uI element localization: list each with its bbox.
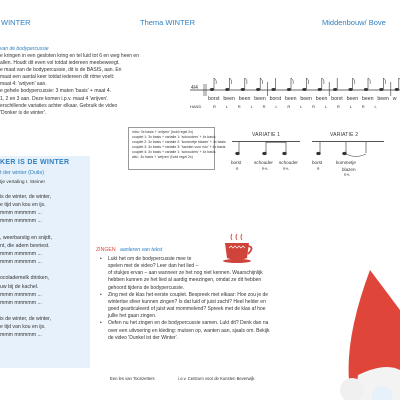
lyric-line: mmm mmmmm ... bbox=[0, 218, 42, 225]
header-left: WINTER bbox=[1, 18, 31, 27]
variatie-1-sub: R+L bbox=[262, 167, 269, 171]
couplet-line: intro: 3x basis + 'wrijven' (hold regel 2x) bbox=[132, 130, 194, 134]
intro-line: e kringen in een gesloten kring en tel luid tot 6 en weg heen en bbox=[0, 53, 139, 59]
couplet-line: couplet 3: 3x basis + variatie 3: 'handen voor ruiz' + 4x basis bbox=[132, 145, 226, 150]
song-lyrics bbox=[0, 193, 88, 340]
lyric-line: mmm mmmmm ... bbox=[0, 259, 42, 266]
intro-line: e gehele bodypercussie: 3 maten 'basis' + maat 4. bbox=[0, 88, 112, 95]
lyric-line: e tijd van kou en ijs. bbox=[0, 324, 46, 331]
instruction-item: • Lukt het om de bodypercussie mee te spelen met de video? Leer dan het lied – of stukjes ervan – aan wanneer ze het nog niet kennen. Waarschijnlijk hebben kunnen ze het lied al aardig meezingen, omdat ze dit hebben gehoord tijdens de bodypercussie. bbox=[100, 256, 338, 292]
instruction-item: • Zing met de klas het eerste couplet. Bespreek met elkaar: Hoe zou je de wintertse sfeer kunnen zingen? Is dat luid of juist zacht? Heel helder en goed gearticuleerd of juist wat mommelend? Spreek met de klas af hoe jullie het gaan zingen. bbox=[100, 292, 338, 321]
couplet-overview bbox=[128, 127, 226, 170]
variatie-1-label: schouder bbox=[279, 160, 298, 165]
rhythm-label: been bbox=[238, 96, 251, 102]
variatie-2-label: borst bbox=[312, 160, 323, 165]
song-subtitle: t der winter (Duits) bbox=[0, 170, 45, 176]
lyric-line bbox=[0, 266, 88, 274]
rhythm-label: been bbox=[300, 96, 312, 102]
intro-line: allen. Houdt dit even vol totdat iedereen meebeweegt. bbox=[0, 60, 120, 67]
rhythm-label: been bbox=[362, 96, 374, 102]
note-flag bbox=[368, 78, 370, 84]
note-flag bbox=[353, 78, 355, 84]
intro-line: 1, 2 en 3 aan. Deze komen i.p.v. maat 4 'wrijven'. bbox=[0, 95, 109, 102]
lyric-line: mmm mmmmm ... bbox=[0, 210, 42, 217]
variatie-1-sub: R+L bbox=[283, 167, 290, 171]
footer-left: Een les van Toonzetters bbox=[110, 376, 155, 381]
intro-title: van de bodypercussie bbox=[0, 46, 49, 52]
variatie-1-sub: R bbox=[236, 167, 239, 171]
lyric-line: mmm mmmmm ... bbox=[0, 250, 42, 257]
variatie-2-label: kommetje bbox=[336, 160, 356, 165]
rhythm-label: been bbox=[223, 96, 235, 102]
zingen-heading bbox=[96, 247, 162, 253]
note-head bbox=[379, 88, 383, 91]
rhythm-label: been bbox=[377, 96, 389, 102]
note-head bbox=[241, 88, 245, 91]
header-right: Middenbouw/ Bove bbox=[322, 18, 386, 27]
intro-line: e maat van de bodypercussie, dit is de BASIS, aan. En bbox=[0, 67, 122, 74]
variatie-2-title: VARIATIE 2 bbox=[330, 132, 359, 138]
lyric-line: , weerbarstig en snijdt, bbox=[0, 234, 52, 241]
variatie-2-sub: R+L bbox=[344, 173, 351, 177]
footer-right: i.o.v. Centrum voor de Kunsten Beverwijk bbox=[178, 376, 255, 381]
variatie-1-label: schouder bbox=[254, 160, 273, 165]
variatie-2-sub: R bbox=[317, 167, 320, 171]
lyric-line: uw bij de kachel. bbox=[0, 283, 39, 290]
note-flag bbox=[322, 78, 324, 84]
zingen-note: aanleren van tekst bbox=[119, 247, 163, 253]
note-head bbox=[364, 88, 368, 91]
zingen-label: ZINGEN bbox=[96, 247, 116, 253]
header-title: Thema WINTER bbox=[140, 18, 196, 27]
rhythm-label: been bbox=[254, 96, 266, 102]
note-head bbox=[210, 88, 214, 91]
note-flag bbox=[383, 78, 385, 84]
instruction-item: • Oefen nu het zingen en de bodypercussie samen. Lukt dit? Denk dan na over een uitvoering en kleding: mutsen op, wanten aan, sjaals om. Bekijk de video 'Dunkel ist der Winter'. bbox=[100, 320, 338, 341]
hand-sequence: R L R L R L R L R L R L R L bbox=[213, 104, 382, 109]
note-head bbox=[395, 88, 399, 91]
couplet-line: couplet 4: 3x basis + variatie 1: 'schouders' + 4x basis bbox=[132, 150, 216, 155]
rhythm-label: borst bbox=[208, 96, 220, 102]
lyric-line: nt, die adem bevriest. bbox=[0, 242, 50, 249]
intro-text bbox=[0, 53, 172, 117]
lyric-line: e tijd van kou en ijs. bbox=[0, 202, 46, 209]
intro-line: 'Donker is de winter'. bbox=[0, 109, 47, 116]
lyric-line: mmm mmmmm ... bbox=[0, 291, 42, 298]
note-head bbox=[271, 88, 275, 91]
note-flag bbox=[260, 78, 262, 84]
note-head bbox=[348, 88, 352, 91]
song-credit: tje vertaling I. Steiner bbox=[0, 180, 46, 185]
couplet-line: afsl.: 3x basis + 'wrijven' (hold regel 2x) bbox=[132, 155, 193, 160]
lyric-line: mmm mmmmm ... bbox=[0, 299, 42, 306]
time-signature: 4/4 bbox=[191, 85, 198, 91]
note-head bbox=[287, 88, 291, 91]
note-flag bbox=[306, 78, 308, 84]
winter-figure-icon bbox=[300, 270, 400, 400]
note-head bbox=[256, 88, 260, 91]
rhythm-label: been bbox=[315, 96, 328, 102]
intro-line: maat een aantal keer totdat iedereen dit ritme voelt: bbox=[0, 74, 115, 81]
intro-line: maat 4: 'wrijven' aan. bbox=[0, 81, 47, 88]
lyric-line: is de winter, de winter, bbox=[0, 194, 52, 200]
rhythm-label: w bbox=[392, 96, 397, 102]
couplet-line: couplet 2: 3x basis + variatie 2: 'kommetje blazen' + 4x basis bbox=[132, 140, 226, 145]
variatie-1-label: borst bbox=[231, 160, 242, 165]
rhythm-notes bbox=[210, 78, 400, 96]
rhythm-label: borst bbox=[269, 96, 282, 102]
lyric-line bbox=[0, 226, 88, 234]
lyric-line: is de winter, de winter, bbox=[0, 316, 52, 323]
note-flag bbox=[291, 78, 293, 84]
variatie-notes bbox=[226, 140, 396, 160]
rhythm-label: borst bbox=[331, 96, 343, 102]
lyric-line: ocolademelk drinken, bbox=[0, 275, 50, 282]
variatie-2-label: blazen bbox=[342, 167, 356, 172]
note-head bbox=[333, 88, 337, 91]
note-head bbox=[318, 88, 322, 91]
lyric-line bbox=[0, 307, 88, 315]
rhythm-label: been bbox=[346, 96, 359, 102]
rhythm-label: been bbox=[285, 96, 297, 102]
note-flag bbox=[214, 78, 216, 84]
variatie-1-title: VARIATIE 1 bbox=[252, 132, 281, 138]
note-head bbox=[225, 88, 229, 91]
note-head bbox=[302, 88, 306, 91]
hand-label: HAND bbox=[190, 104, 202, 109]
song-title: KER IS DE WINTER bbox=[0, 159, 70, 166]
intro-line: erschillende variaties achter elkaar. Gebruik de video bbox=[0, 102, 118, 109]
note-flag bbox=[229, 78, 231, 84]
couplet-line: couplet 1: 3x basis + variatie 1: 'schouders' + 4x basis bbox=[132, 135, 216, 140]
lyric-line: mmm mmmmm ... bbox=[0, 332, 42, 339]
note-flag bbox=[245, 78, 247, 84]
